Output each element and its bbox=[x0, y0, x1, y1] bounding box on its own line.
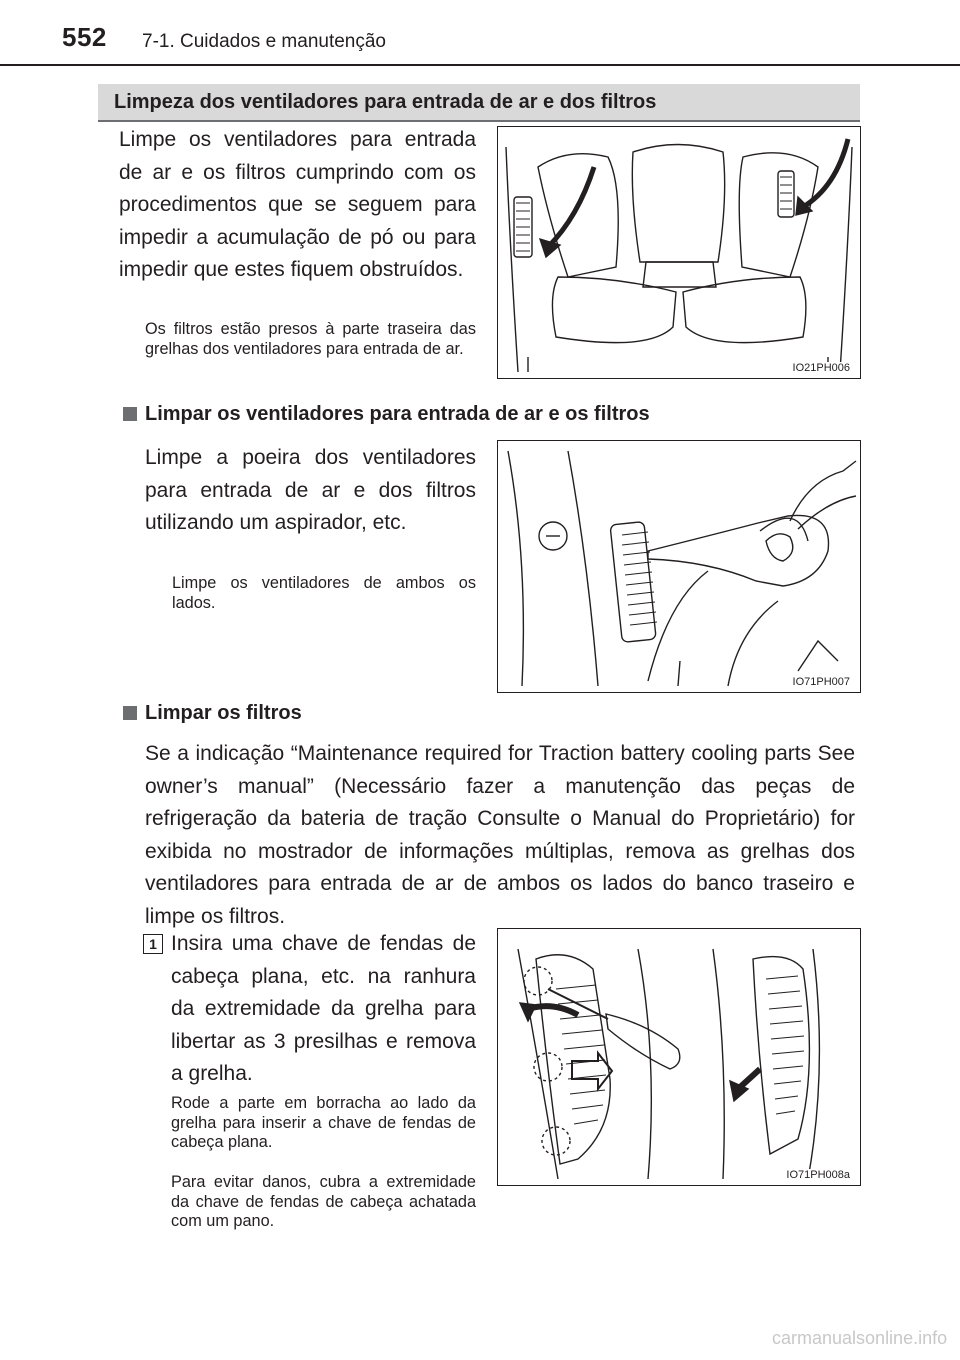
figure-code: IO71PH008a bbox=[786, 1169, 850, 1181]
subsection-paragraph: Limpe a poeira dos ventiladores para entrada de ar e dos filtros utilizando um aspirador, etc. bbox=[145, 446, 476, 534]
subsection-heading: Limpar os ventiladores para entrada de ar e os filtros bbox=[145, 403, 650, 425]
section-breadcrumb: 7-1. Cuidados e manutenção bbox=[142, 31, 386, 52]
figure-code: IO71PH007 bbox=[792, 676, 850, 688]
step-note: Para evitar danos, cubra a extremidade da chave de fendas de cabeça achatada com um pano. bbox=[171, 1173, 476, 1230]
section-title: Limpeza dos ventiladores para entrada de ar e dos filtros bbox=[114, 91, 657, 113]
bullet-square-icon bbox=[123, 706, 137, 720]
step-number-badge: 1 bbox=[143, 934, 163, 954]
figure-code: IO21PH006 bbox=[792, 362, 850, 374]
rear-seat-vents-illustration bbox=[497, 126, 861, 379]
step-note: Rode a parte em borracha ao lado da grelha para inserir a chave de fendas de cabeça plana. bbox=[171, 1094, 476, 1151]
subsection-paragraph: Se a indicação “Maintenance required for Traction battery cooling parts See owner’s manual” (Necessário fazer a manutenção das peças de refrigeração da bateria de tração Consulte o Manual do Proprietário) for exibida no mostrador de informações múltiplas, remova as grelhas dos ventiladores para entrada de ar de ambos os lados do banco traseiro e limpe os filtros. bbox=[145, 742, 855, 928]
watermark: carmanualsonline.info bbox=[772, 1328, 948, 1348]
grille-removal-illustration bbox=[497, 928, 861, 1186]
subsection-heading: Limpar os filtros bbox=[145, 702, 302, 724]
vacuum-cleaning-illustration bbox=[497, 440, 861, 693]
subsection-note: Limpe os ventiladores de ambos os lados. bbox=[172, 574, 476, 612]
intro-paragraph: Limpe os ventiladores para entrada de ar e os filtros cumprindo com os procedimentos que se seguem para impedir a acumulação de pó ou para impedir que estes fiquem obstruídos. bbox=[119, 128, 476, 281]
header-divider bbox=[0, 64, 960, 66]
intro-note: Os filtros estão presos à parte traseira das grelhas dos ventiladores para entrada de ar. bbox=[145, 320, 476, 358]
bullet-square-icon bbox=[123, 407, 137, 421]
page-number: 552 bbox=[62, 22, 107, 52]
step-instruction: Insira uma chave de fendas de cabeça plana, etc. na ranhura da extremidade da grelha para libertar as 3 presilhas e remova a grelha. bbox=[171, 932, 476, 1085]
